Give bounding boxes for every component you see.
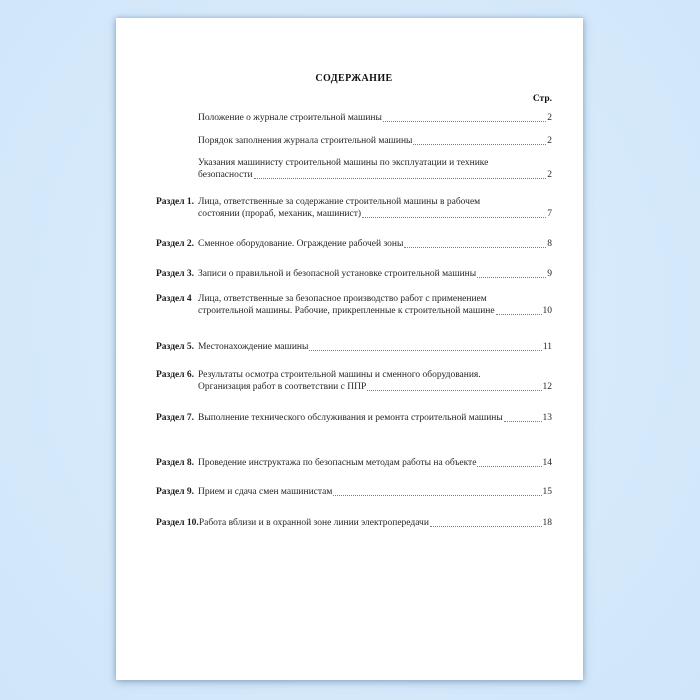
page-column-label: Стр.: [532, 94, 552, 104]
toc-entry-page-number: 10: [542, 306, 552, 316]
toc-entry-body: [198, 486, 552, 498]
toc-entry-line: Проведение инструктажа по безопасным методам работы на объекте: [198, 458, 477, 468]
toc-entry: [156, 196, 552, 220]
toc-entry-leader-row: [198, 268, 552, 280]
toc-entry: [156, 268, 552, 280]
toc-entry-line: состоянии (прораб, механик, машинист): [198, 209, 362, 219]
toc-entry-body: [198, 238, 552, 250]
dotted-leader: [404, 246, 546, 248]
dotted-leader: [477, 465, 541, 467]
toc-entry-body: [198, 196, 552, 220]
toc-entry-section-label: Раздел 6.: [156, 370, 195, 380]
toc-entry-leader-row: [198, 208, 552, 220]
toc-entry-line: Местонахождение машины: [198, 342, 309, 352]
toc-entry: [156, 486, 552, 498]
document-page: [116, 18, 583, 680]
toc-entry-section-label: Раздел 3.: [156, 269, 195, 279]
toc-entry-page-number: 13: [542, 413, 552, 423]
toc-entry-line: Результаты осмотра строительной машины и сменного оборудования.: [198, 370, 481, 380]
toc-entry-body: [198, 268, 552, 280]
toc-entry-leader-row: [198, 486, 552, 498]
dotted-leader: [309, 349, 541, 351]
dotted-leader: [413, 143, 546, 145]
toc-entry-page-number: 7: [547, 209, 552, 219]
toc-entry-leader-row: [198, 112, 552, 124]
toc-entry-leader-row: [198, 135, 552, 147]
toc-entry-body: [198, 369, 552, 393]
toc-entry-body: [198, 293, 552, 317]
toc-entry-leader-row: [198, 457, 552, 469]
dotted-leader: [333, 494, 541, 496]
toc-entry-line: Порядок заполнения журнала строительной машины: [198, 136, 413, 146]
toc-entry-body: [198, 157, 552, 181]
dotted-leader: [383, 120, 546, 122]
toc-entry-page-number: 8: [547, 239, 552, 249]
toc-entry-section-label: Раздел 4: [156, 294, 192, 304]
dotted-leader: [362, 216, 546, 218]
toc-entry: [156, 341, 552, 353]
dotted-leader: [254, 177, 547, 179]
toc-entry-section-label: Раздел 8.: [156, 458, 195, 468]
toc-entry-page-number: 18: [542, 518, 552, 528]
toc-entries: [156, 112, 552, 529]
toc-entry-section-label: Раздел 10.: [156, 518, 199, 528]
toc-entry-line: Выполнение технического обслуживания и ремонта строительной машины: [198, 413, 503, 423]
toc-entry-body: [198, 412, 552, 424]
toc-entry-line: строительной машины. Рабочие, прикрепленные к строительной машине: [198, 306, 495, 316]
toc-entry: [156, 135, 552, 147]
toc-entry-leader-row: [198, 305, 552, 317]
toc-entry-leader-row: [198, 341, 552, 353]
toc-entry-section-label: Раздел 5.: [156, 342, 195, 352]
dotted-leader: [477, 276, 546, 278]
toc-entry-line: Работа вблизи и в охранной зоне линии электропередачи: [198, 518, 429, 528]
toc-entry: [156, 517, 552, 529]
toc-entry-line: Указания машинисту строительной машины по эксплуатации и технике: [198, 158, 489, 168]
toc-entry-page-number: 15: [542, 487, 552, 497]
toc-entry-page-number: 11: [542, 342, 552, 352]
toc-entry-line: Прием и сдача смен машинистам: [198, 487, 333, 497]
dotted-leader: [504, 420, 542, 422]
toc-entry-leader-row: [198, 412, 552, 424]
dotted-leader: [496, 313, 542, 315]
toc-entry-line: безопасности: [198, 170, 253, 180]
toc-entry: [156, 112, 552, 124]
toc-entry-section-label: Раздел 9.: [156, 487, 195, 497]
toc-entry: [156, 412, 552, 424]
toc-entry-line: Сменное оборудование. Ограждение рабочей зоны: [198, 239, 404, 249]
toc-entry-leader-row: [198, 169, 552, 181]
page-title: СОДЕРЖАНИЕ: [315, 73, 393, 84]
toc-entry: [156, 238, 552, 250]
toc-entry-page-number: 12: [542, 382, 552, 392]
toc-entry-section-label: Раздел 2.: [156, 239, 195, 249]
toc-entry: [156, 157, 552, 181]
toc-entry: [156, 369, 552, 393]
toc-entry-section-label: Раздел 1.: [156, 197, 195, 207]
toc-entry-body: [198, 341, 552, 353]
toc-entry-page-number: 9: [547, 269, 552, 279]
toc-entry-line: Положение о журнале строительной машины: [198, 113, 382, 123]
toc-entry-page-number: 2: [547, 136, 552, 146]
toc-entry-leader-row: [198, 238, 552, 250]
toc-entry-line: Лица, ответственные за безопасное производство работ с применением: [198, 294, 487, 304]
toc-entry-leader-row: [198, 381, 552, 393]
toc-entry-body: [199, 517, 552, 529]
toc-entry-line: Организация работ в соответствии с ППР: [198, 382, 367, 392]
toc-entry-line: Лица, ответственные за содержание строительной машины в рабочем: [198, 197, 481, 207]
dotted-leader: [367, 389, 541, 391]
toc-entry-line: Записи о правильной и безопасной установке строительной машины: [198, 269, 477, 279]
toc-entry-page-number: 2: [547, 170, 552, 180]
toc-entry-page-number: 14: [542, 458, 552, 468]
dotted-leader: [430, 525, 542, 527]
toc-entry-page-number: 2: [547, 113, 552, 123]
toc-entry-body: [198, 457, 552, 469]
document-content: [116, 18, 583, 680]
toc-entry: [156, 293, 552, 317]
toc-entry-body: [198, 112, 552, 124]
toc-entry-section-label: Раздел 7.: [156, 413, 195, 423]
toc-entry-body: [198, 135, 552, 147]
toc-entry-leader-row: [199, 517, 552, 529]
toc-entry: [156, 457, 552, 469]
